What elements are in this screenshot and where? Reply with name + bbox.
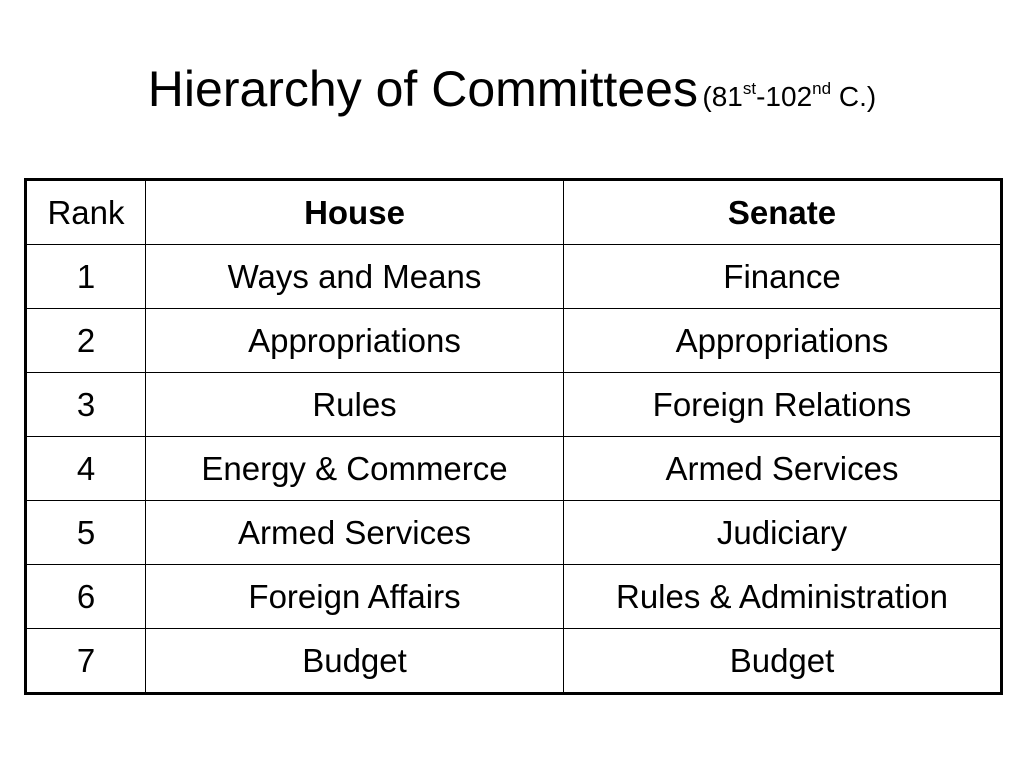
table-header-row <box>26 180 1002 245</box>
title-main: Hierarchy of Committees <box>147 61 698 117</box>
title-sub-mid: -102 <box>756 81 813 112</box>
table-row <box>26 309 1002 373</box>
table-row <box>26 629 1002 694</box>
title-congress-range <box>702 81 876 112</box>
senate-committee-cell: Armed Services <box>564 437 1002 501</box>
header-rank: Rank <box>26 180 146 245</box>
title-sub-close: C.) <box>831 81 877 112</box>
header-senate: Senate <box>564 180 1002 245</box>
house-committee-cell: Rules <box>146 373 564 437</box>
rank-cell: 4 <box>26 437 146 501</box>
table-row <box>26 565 1002 629</box>
rank-cell: 3 <box>26 373 146 437</box>
table-row <box>26 245 1002 309</box>
table-row <box>26 501 1002 565</box>
senate-committee-cell: Appropriations <box>564 309 1002 373</box>
title-sup-nd: nd <box>812 79 832 98</box>
senate-committee-cell: Rules & Administration <box>564 565 1002 629</box>
house-committee-cell: Ways and Means <box>146 245 564 309</box>
rank-cell: 2 <box>26 309 146 373</box>
senate-committee-cell: Finance <box>564 245 1002 309</box>
rank-cell: 5 <box>26 501 146 565</box>
house-committee-cell: Appropriations <box>146 309 564 373</box>
table-row <box>26 373 1002 437</box>
slide-title <box>0 61 1024 117</box>
rank-cell: 7 <box>26 629 146 694</box>
header-house: House <box>146 180 564 245</box>
rank-cell: 1 <box>26 245 146 309</box>
title-sup-st: st <box>742 79 757 98</box>
senate-committee-cell: Foreign Relations <box>564 373 1002 437</box>
house-committee-cell: Budget <box>146 629 564 694</box>
senate-committee-cell: Judiciary <box>564 501 1002 565</box>
committee-hierarchy-table <box>24 178 1003 695</box>
house-committee-cell: Foreign Affairs <box>146 565 564 629</box>
rank-cell: 6 <box>26 565 146 629</box>
senate-committee-cell: Budget <box>564 629 1002 694</box>
table-row <box>26 437 1002 501</box>
house-committee-cell: Armed Services <box>146 501 564 565</box>
house-committee-cell: Energy & Commerce <box>146 437 564 501</box>
title-sub-open: (81 <box>702 81 743 112</box>
